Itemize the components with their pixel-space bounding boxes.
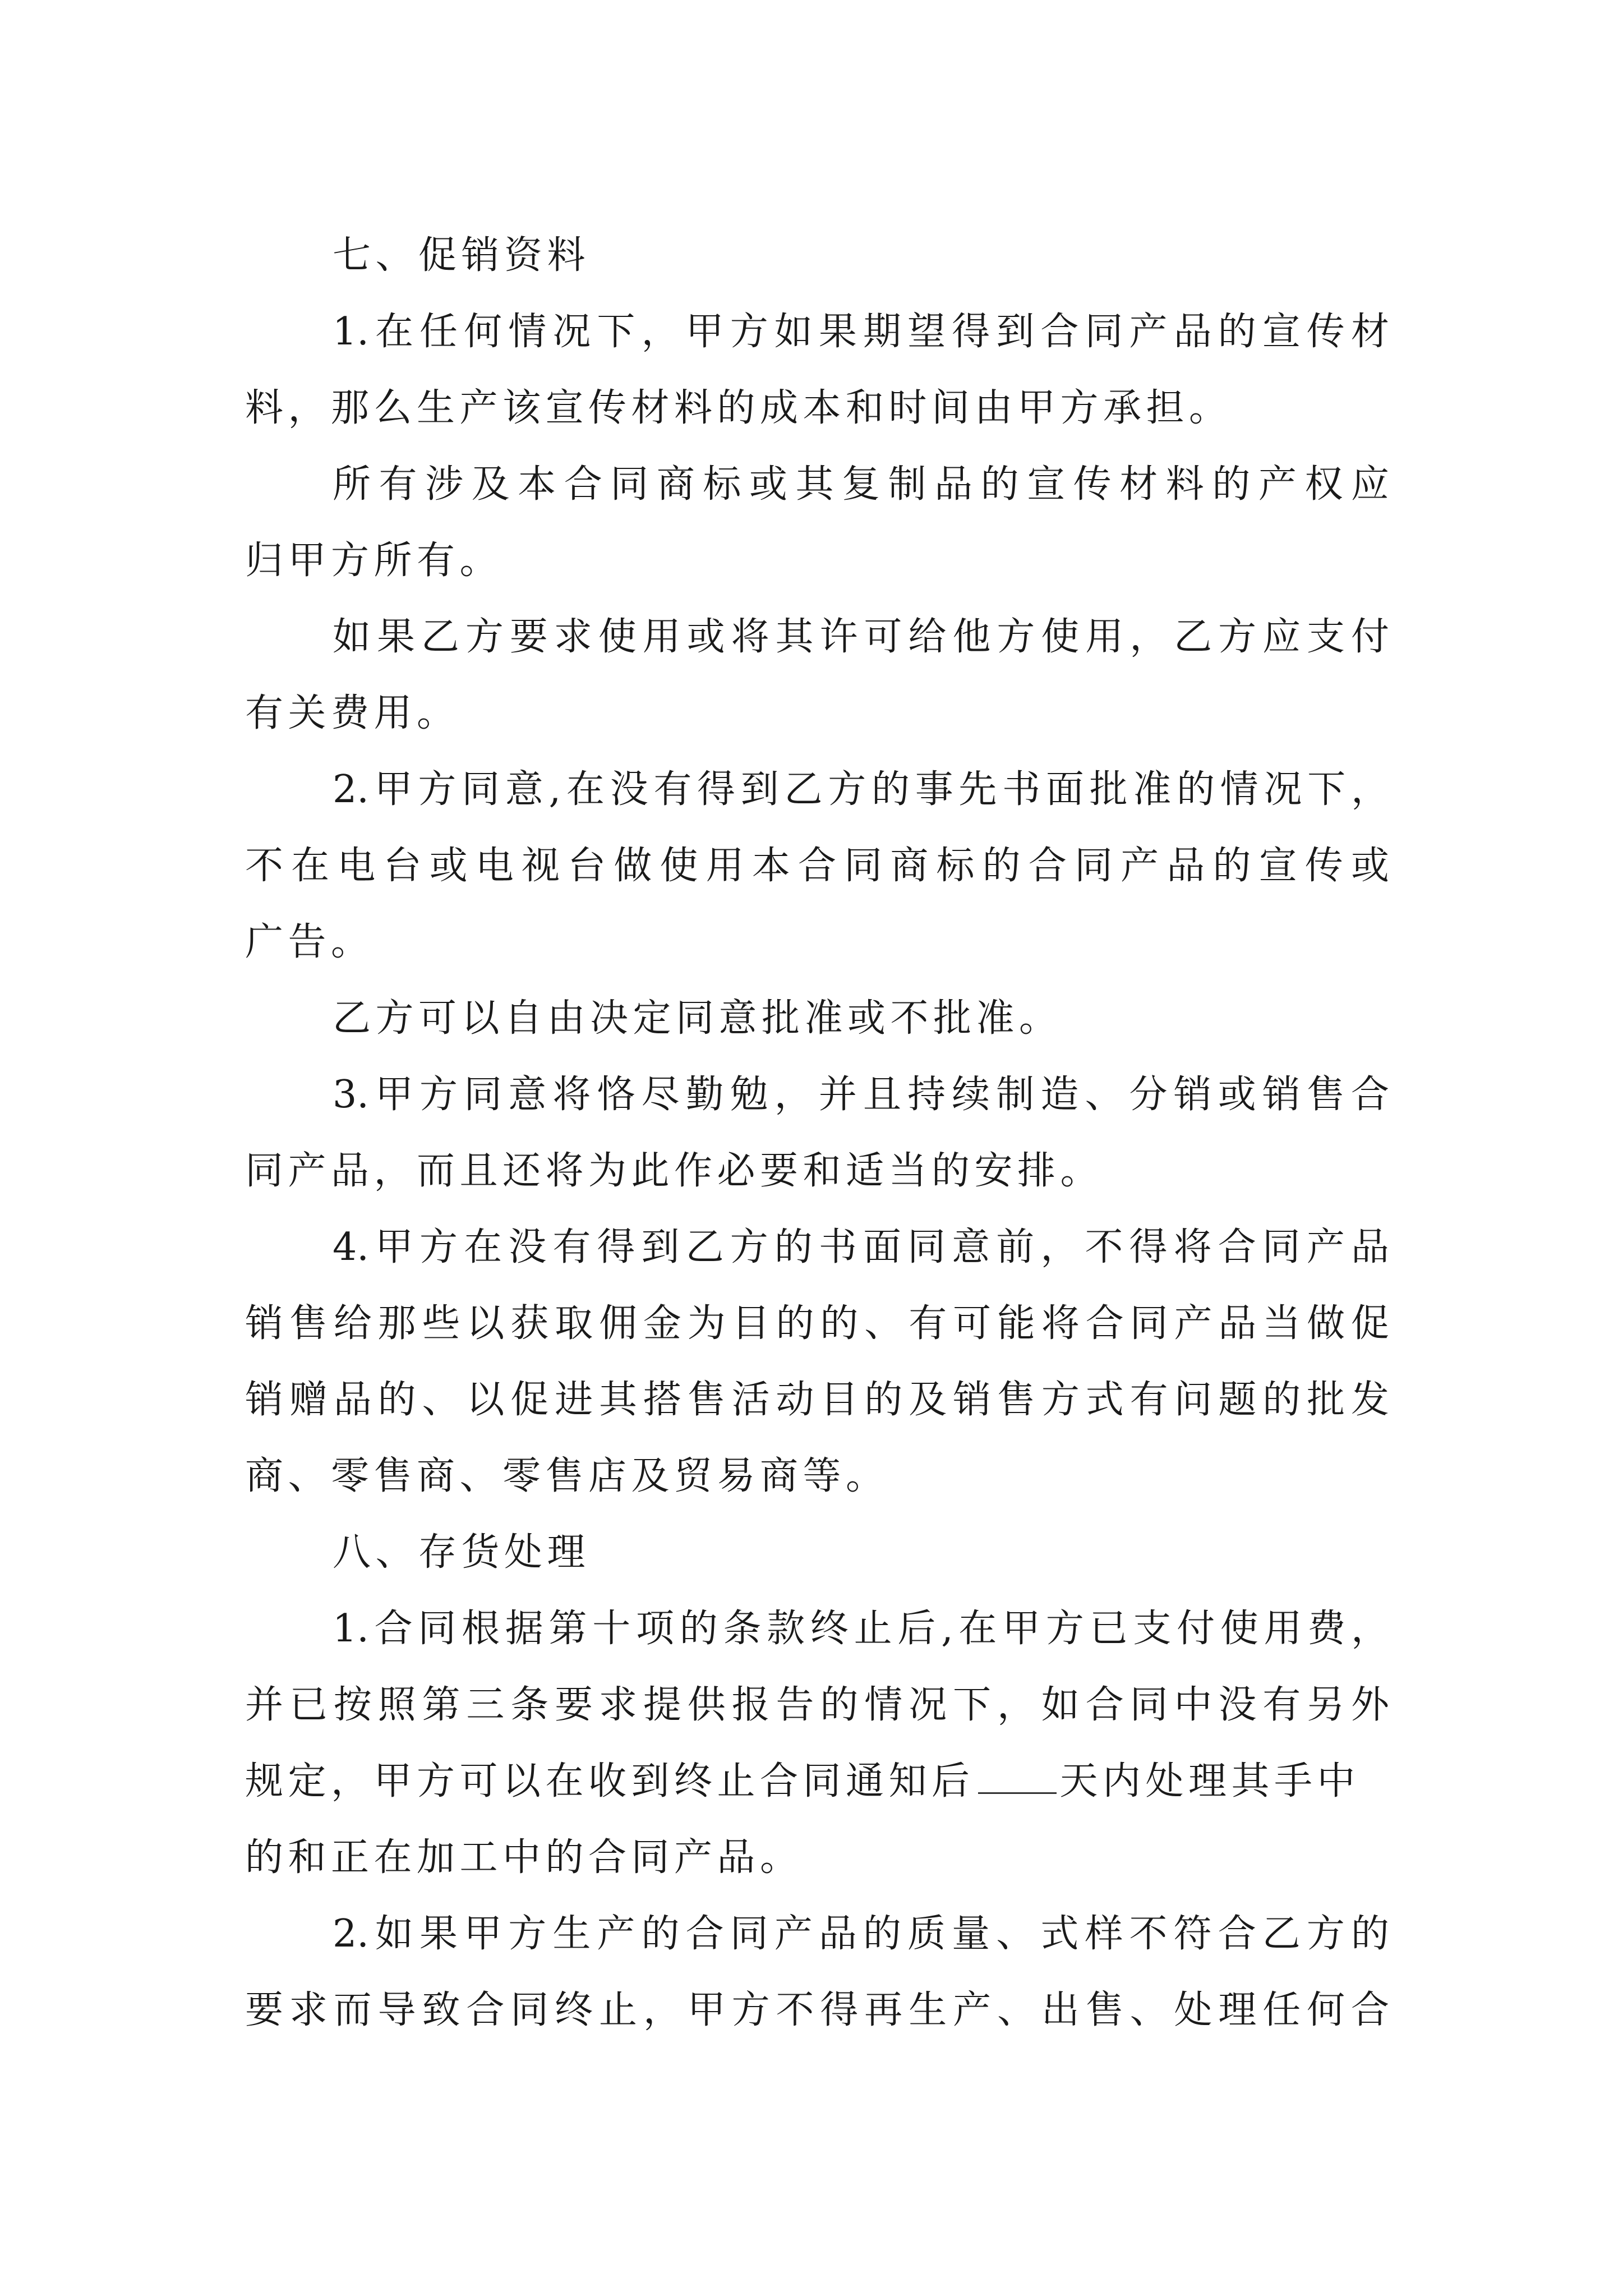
text-line bbox=[245, 1743, 1389, 1820]
text-line: 的和正在加工中的合同产品。 bbox=[245, 1835, 803, 1880]
text-line: 4.甲方在没有得到乙方的书面同意前，不得将合同产品 bbox=[333, 1225, 1389, 1269]
text-line: 1.合同根据第十项的条款终止后,在甲方已支付使用费， bbox=[333, 1607, 1389, 1651]
text-line: 3.甲方同意将恪尽勤勉，并且持续制造、分销或销售合 bbox=[333, 1073, 1389, 1117]
paragraph bbox=[245, 447, 1389, 599]
text-line: 要求而导致合同终止，甲方不得再生产、出售、处理任何合 bbox=[245, 1988, 1389, 2032]
section-heading: 八、存货处理 bbox=[333, 1530, 591, 1575]
paragraph bbox=[245, 599, 1389, 752]
text-line: 销售给那些以获取佣金为目的的、有可能将合同产品当做促 bbox=[245, 1301, 1389, 1346]
text-line: 不在电台或电视台做使用本合同商标的合同产品的宣传或 bbox=[245, 844, 1389, 888]
text-line: 同产品，而且还将为此作必要和适当的安排。 bbox=[245, 1149, 1104, 1193]
text-line: 1.在任何情况下，甲方如果期望得到合同产品的宣传材 bbox=[333, 310, 1389, 354]
text-line: 2.如果甲方生产的合同产品的质量、式样不符合乙方的 bbox=[333, 1912, 1389, 1956]
text-line: 乙方可以自由决定同意批准或不批准。 bbox=[333, 996, 1062, 1041]
text-line: 所有涉及本合同商标或其复制品的宣传材料的产权应 bbox=[333, 462, 1389, 507]
text-segment: 规定，甲方可以在收到终止合同通知后 bbox=[245, 1759, 975, 1803]
text-line: 2.甲方同意,在没有得到乙方的事先书面批准的情况下， bbox=[333, 767, 1389, 812]
paragraph bbox=[245, 981, 1389, 1057]
text-line: 商、零售商、零售店及贸易商等。 bbox=[245, 1454, 889, 1498]
paragraph bbox=[245, 1209, 1389, 1515]
blank-fill-line bbox=[978, 1760, 1057, 1794]
text-line: 归甲方所有。 bbox=[245, 539, 503, 583]
document-body bbox=[245, 218, 1389, 2049]
text-line: 有关费用。 bbox=[245, 691, 460, 735]
paragraph bbox=[245, 1896, 1389, 2049]
paragraph bbox=[245, 1057, 1389, 1209]
paragraph bbox=[245, 294, 1389, 447]
paragraph bbox=[245, 1591, 1389, 1896]
section-heading: 七、促销资料 bbox=[333, 233, 591, 278]
text-line: 广告。 bbox=[245, 920, 374, 964]
text-line: 并已按照第三条要求提供报告的情况下，如合同中没有另外 bbox=[245, 1683, 1389, 1727]
text-line: 如果乙方要求使用或将其许可给他方使用，乙方应支付 bbox=[333, 615, 1389, 659]
text-line: 销赠品的、以促进其搭售活动目的及销售方式有问题的批发 bbox=[245, 1378, 1389, 1422]
text-segment: 天内处理其手中 bbox=[1059, 1759, 1361, 1803]
paragraph bbox=[245, 752, 1389, 981]
text-line: 料，那么生产该宣传材料的成本和时间由甲方承担。 bbox=[245, 386, 1232, 430]
